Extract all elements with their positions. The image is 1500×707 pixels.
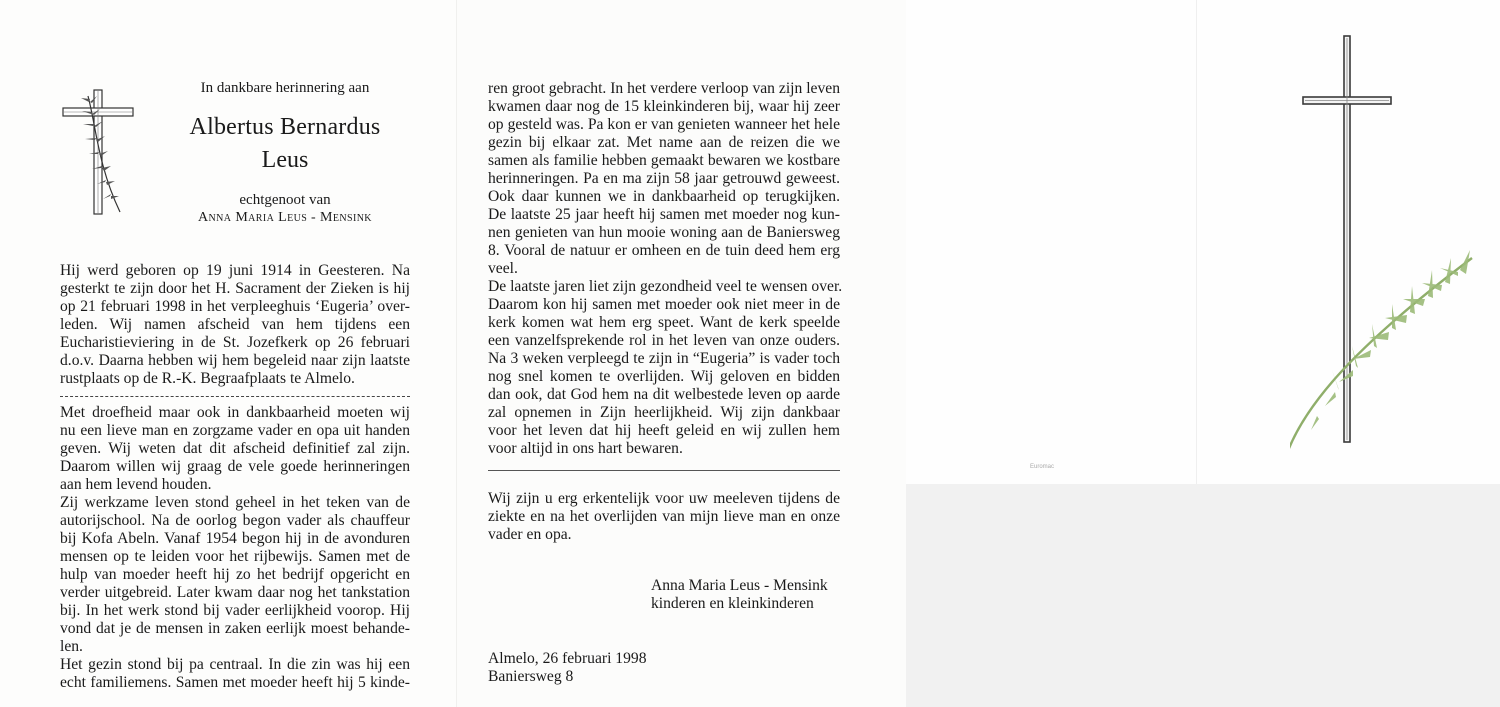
place-and-date: Almelo, 26 februari 1998 [488,650,647,667]
text-line: Hij werd geboren op 19 juni 1914 in Geesteren. Na [60,262,410,279]
text-line: herinneringen. Pa en ma zijn 58 jaar getrouwd geweest. [488,170,840,187]
text-line: Daarom kon hij samen met moeder ook niet meer in de [488,296,840,313]
text-line: nu een lieve man en zorgzame vader en opa uit handen [60,422,410,439]
deceased-first-names: Albertus Bernardus [189,114,381,140]
text-line: De laatste jaren liet zijn gezondheid veel te wensen over. [488,278,843,295]
text-line: een vanzelfsprekende rol in het leven van onze ouders. [488,332,840,349]
text-line: mensen op te leiden voor het rijbewijs. Samen met de [60,548,410,565]
text-line: op 21 februari 1998 in het verpleeghuis ‘Eugeria’ over- [60,298,410,315]
background-area [906,484,1500,707]
text-line: geven. Wij weten dat dit afscheid definitief zal zijn. [60,440,410,457]
text-line: kerk komen wat hem erg speet. Want de kerk speelde [488,314,840,331]
text-line: Eucharistieviering in de St. Jozefkerk op 26 februari [60,334,410,351]
solid-divider [488,470,840,471]
spouse-label: echtgenoot van [239,192,331,208]
fold-line [1196,0,1197,484]
deceased-surname: Leus [261,147,309,173]
printer-brand-mark: Euromac [1030,464,1055,470]
signature-family: kinderen en kleinkinderen [651,595,814,612]
text-line: zal opnemen in Zijn heerlijkheid. Wij zijn dankbaar [488,404,840,421]
text-line: veel. [488,260,518,277]
text-line: gesterkt te zijn door het H. Sacrament der Zieken is hij [60,280,410,297]
signature-name: Anna Maria Leus - Mensink [651,577,828,594]
text-line: len. [60,638,83,655]
text-line: aan hem levend houden. [60,476,212,493]
text-line: dan ook, dat God hem na dit welbestede leven op aarde [488,386,840,403]
text-line: bij Kofa Abeln. Vanaf 1954 begon hij in de avonduren [60,530,410,547]
text-line: Ook daar kunnen we in dankbaarheid op terugkijken. [488,188,840,205]
text-line: Wij zijn u erg erkentelijk voor uw meeleven tijdens de [488,490,840,507]
spouse-name: Anna Maria Leus - Mensink [198,210,372,225]
text-line: ren groot gebracht. In het verdere verloop van zijn leven [488,80,840,97]
text-line: Daarom willen wij graag de vele goede herinneringen [60,458,410,475]
text-line: verder uitgebreid. Later kwam daar nog het tankstation [60,584,410,601]
text-line: nog snel komen te overlijden. Wij geloven en bidden [488,368,840,385]
text-line: nen genieten van hun mooie woning aan de Baniersweg [488,224,840,241]
text-line: gezin bij elkaar zat. Met name aan de reizen die we [488,134,840,151]
text-line: Na 3 weken verpleegd te zijn in “Eugeria” is vader toch [488,350,840,367]
text-line: autorijschool. Na de oorlog begon vader als chauffeur [60,512,410,529]
text-line: Zij werkzame leven stond geheel in het teken van de [60,494,410,511]
cross-with-palm-branch-icon [58,86,138,218]
text-line: bij. In het werk stond bij vader eerlijkheid voorop. Hij [60,602,410,619]
text-line: echt familiemens. Samen met moeder heeft hij 5 kinde- [60,674,410,691]
text-line: De laatste 25 jaar heeft hij samen met moeder nog kun- [488,206,840,223]
text-line: leden. Wij namen afscheid van hem tijdens een [60,316,410,333]
intro-line: In dankbare herinnering aan [200,80,370,96]
text-line: vond dat je de mensen in zaken eerlijk moest behande- [60,620,410,637]
text-line: voor altijd in ons hart bewaren. [488,440,683,457]
text-line: hulp van moeder heeft hij zo het bedrijf opgericht en [60,566,410,583]
text-line: samen als familie hebben gemaakt bewaren we kostbare [488,152,840,169]
text-line: d.o.v. Daarna hebben wij hem begeleid naar zijn laatste [60,352,410,369]
text-line: Met droefheid maar ook in dankbaarheid moeten wij [60,404,410,421]
text-line: op gesteld was. Pa kon er van genieten wanneer het hele [488,116,840,133]
address: Baniersweg 8 [488,668,574,685]
text-line: 8. Vooral de natuur er omheen en de tuin deed hem erg [488,242,840,259]
text-line: rustplaats op de R.-K. Begraafplaats te Almelo. [60,370,355,387]
text-line: kwamen daar nog de 15 kleinkinderen bij, waar hij zeer [488,98,840,115]
cross-with-palm-branch-icon [1290,30,1480,470]
dashed-divider [60,396,410,397]
text-line: ziekte en na het overlijden van mijn lieve man en onze [488,508,840,525]
text-line: Het gezin stond bij pa centraal. In die zin was hij een [60,656,410,673]
text-line: voor het leven dat hij heeft geleid en wij zullen hem [488,422,840,439]
text-line: vader en opa. [488,526,572,543]
